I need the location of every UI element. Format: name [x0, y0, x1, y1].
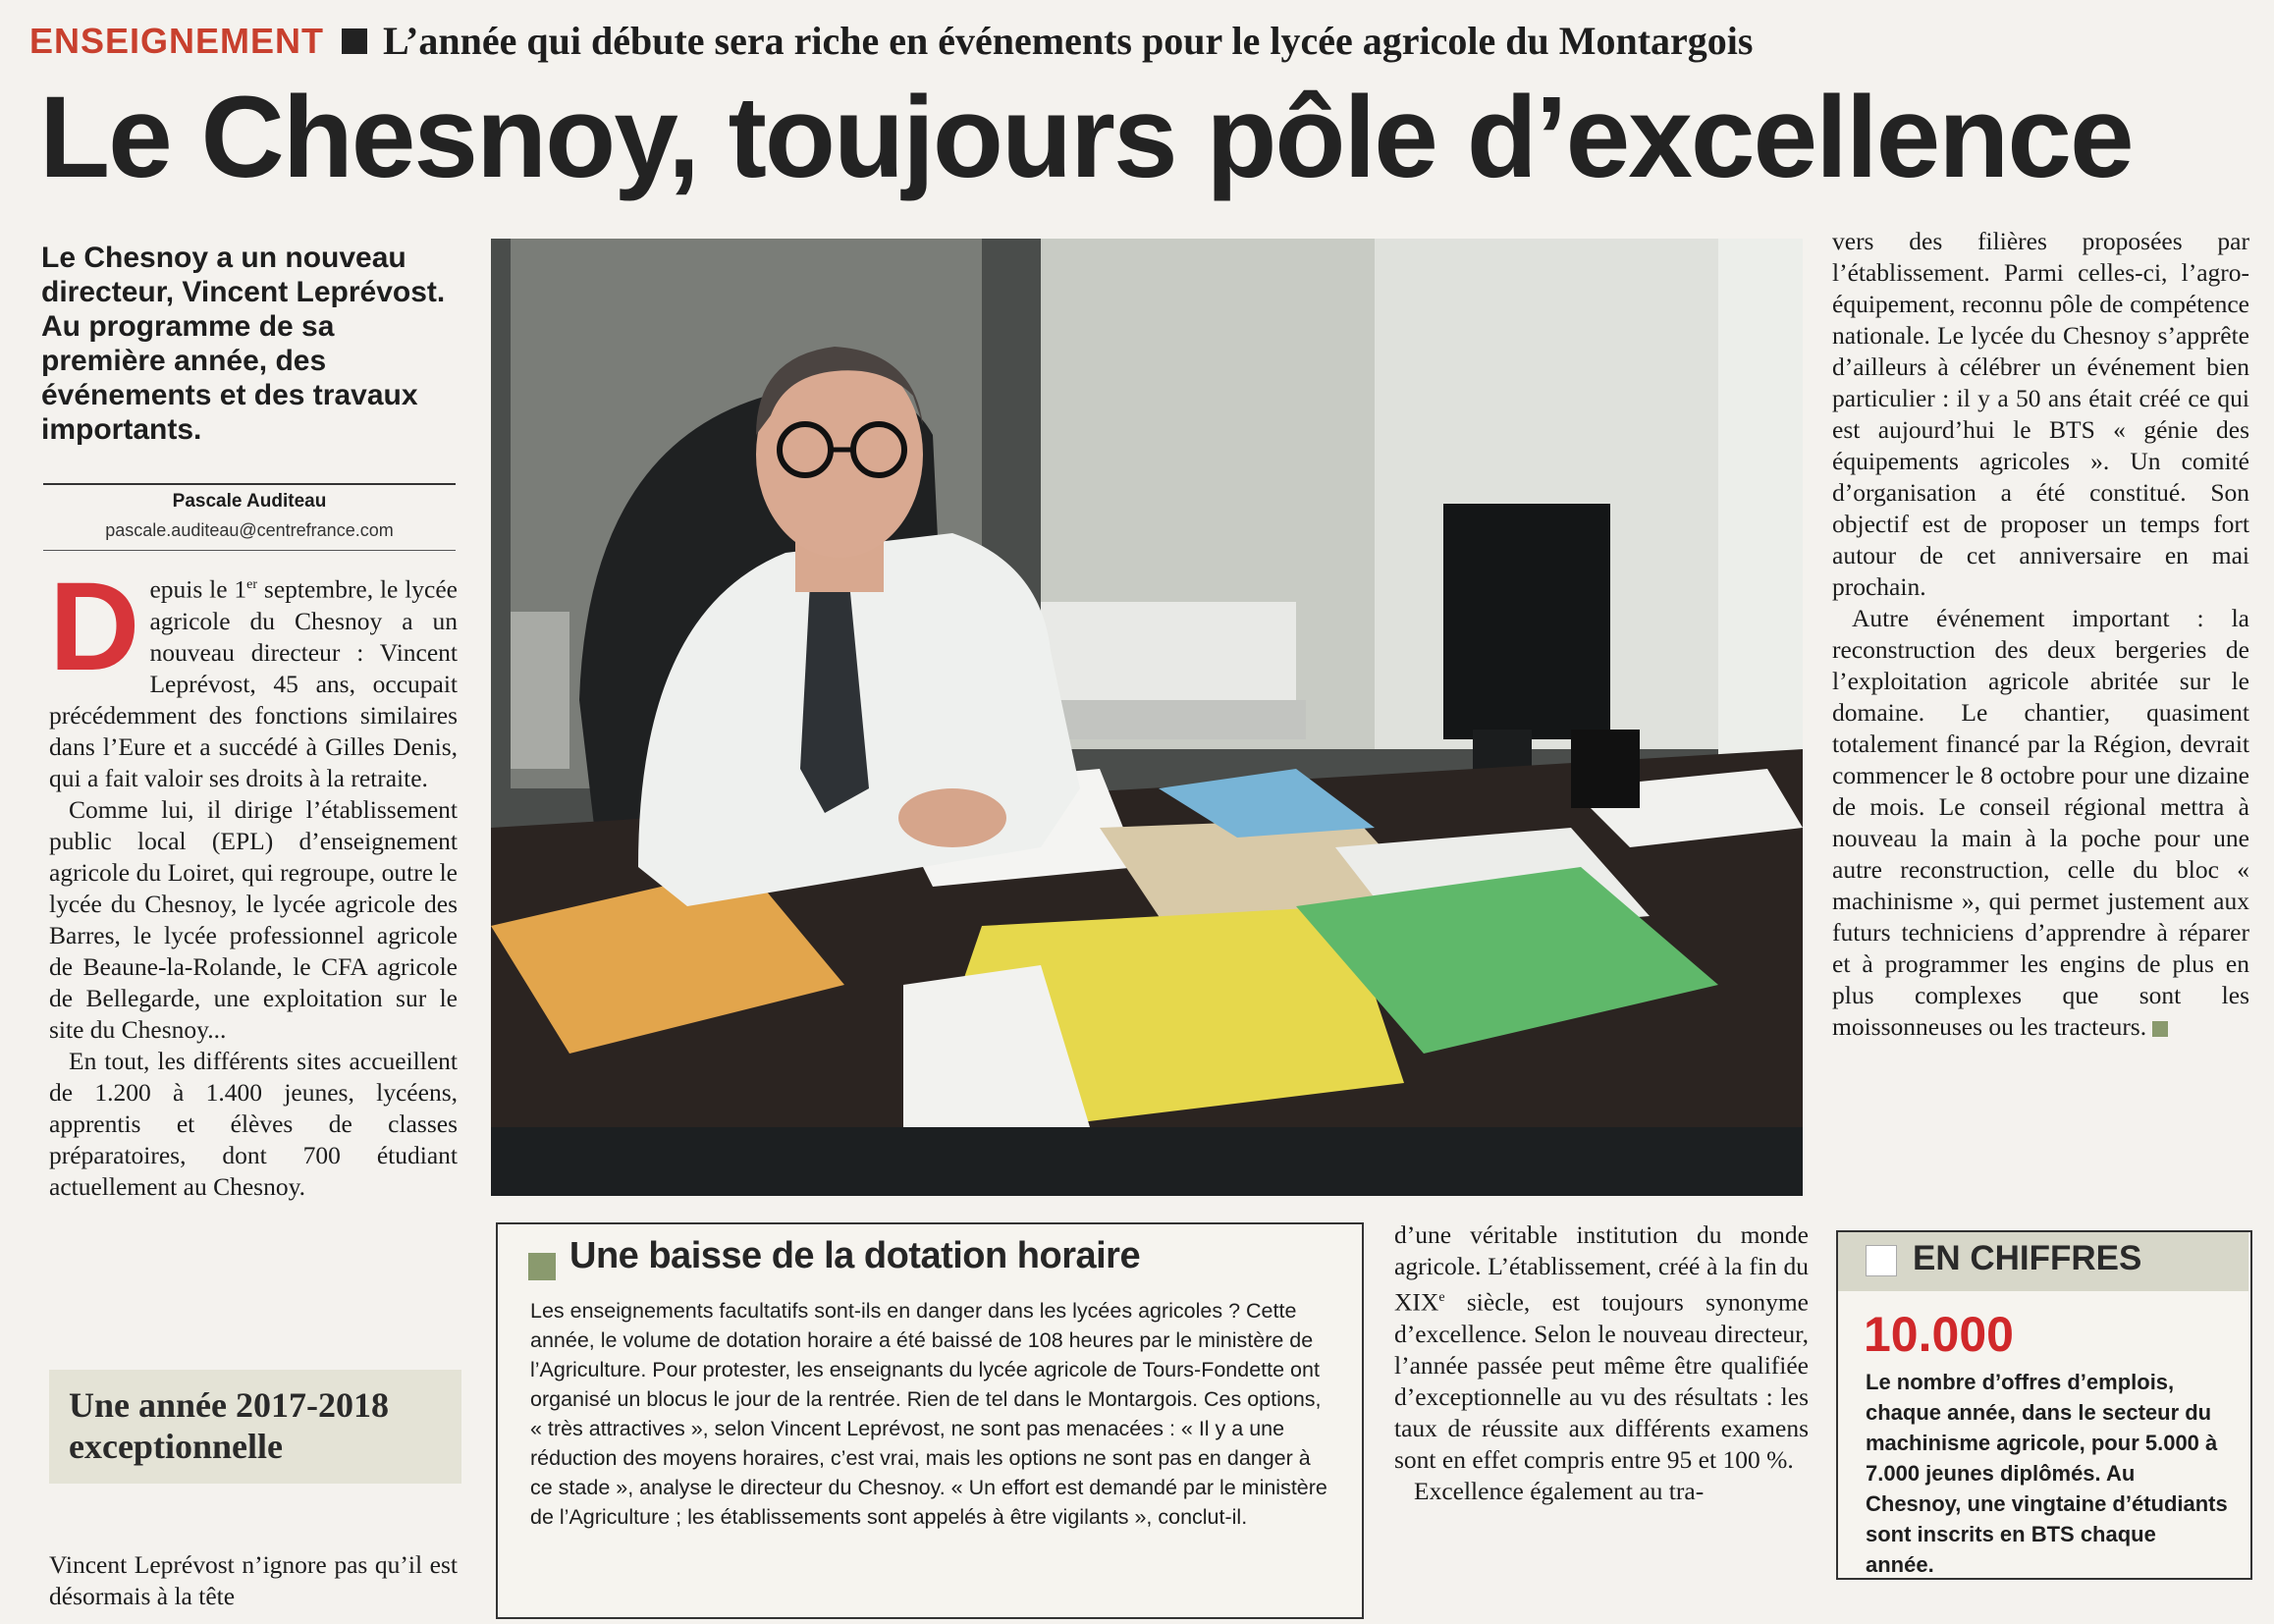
- paragraph-4: Vincent Leprévost n’ignore pas qu’il est désormais à la tête: [49, 1550, 458, 1610]
- ordinal-superscript: er: [246, 577, 258, 592]
- sidebar-title: Une baisse de la dotation horaire: [569, 1235, 1141, 1276]
- paragraph-3: En tout, les différents sites accueillent de 1.200 à 1.400 jeunes, lycéens, apprentis et élèves de classes préparatoires, dont 700 étudiant actuellement au Chesnoy.: [49, 1046, 458, 1201]
- paragraph-1-start: epuis le 1: [149, 574, 247, 604]
- article-headline: Le Chesnoy, toujours pôle d’excellence: [39, 73, 2133, 202]
- key-figure-number: 10.000: [1864, 1307, 2014, 1362]
- sidebar-text: Les enseignements facultatifs sont-ils en danger dans les lycées agricoles ? Cette année, le volume de dotation horaire a été baissé de 108 heures par le ministère de l’Agriculture. Pour protester, les enseignants du lycée agricole de Tours-Fondette ont organisé un blocus le jour de la rentrée. Rien de tel dans le Montargois. Ces options, « très attractives », selon Vincent Leprévost, ne sont pas menacées : « Il y a une réduction des moyens horaires, c’est vrai, mais les options ne sont pas en danger à ce stade », analyse le directeur du Chesnoy. « Un effort est demandé par le ministère de l’Agriculture ; les établissements sont appelés à être vigilants », conclut-il.: [530, 1299, 1327, 1529]
- director-at-desk-photo: [491, 239, 1803, 1127]
- article-lead: Le Chesnoy a un nouveau directeur, Vincent Leprévost. Au programme de sa première année, des événements et des travaux importants.: [41, 242, 446, 446]
- key-figure-text: Le nombre d’offres d’emplois, chaque année, dans le secteur du machinisme agricole, pour 5.000 à 7.000 jeunes diplômés. Au Chesnoy, une vingtaine d’étudiants sont inscrits en BTS chaque année.: [1866, 1370, 2228, 1577]
- paragraph-1-rest: septembre, le lycée agricole du Chesnoy a un nouveau directeur : Vincent Leprévost, 45 ans, occupait précédemment des fonctions similaires dans l’Eure et a succédé à Gilles Denis, qui a fait valoir ses droits à la retraite.: [49, 574, 458, 792]
- article-subhead: Une année 2017-2018 exceptionnelle: [69, 1385, 389, 1466]
- century-superscript: e: [1438, 1290, 1445, 1305]
- square-bullet-icon: [342, 28, 367, 54]
- paragraph-6: Excellence également au tra-: [1414, 1476, 1705, 1505]
- author-email-link[interactable]: pascale.auditeau@centrefrance.com: [105, 520, 394, 540]
- square-bullet-icon: [1866, 1245, 1897, 1276]
- article-photo: [491, 239, 1803, 1196]
- article-column-3: [1394, 1219, 1809, 1507]
- article-kicker: L’année qui débute sera riche en événements pour le lycée agricole du Montargois: [383, 19, 1754, 63]
- paragraph-8: [1832, 603, 2249, 1043]
- header-bar: [29, 18, 2239, 67]
- paragraph-5-rest: siècle, est toujours synonyme d’excellence. Selon le nouveau directeur, l’année passée peut même être qualifiée d’exceptionnelle au vu des résultats : les taux de réussite aux différents examens sont en effet compris entre 95 et 100 %.: [1394, 1287, 1809, 1474]
- paragraph-2: Comme lui, il dirige l’établissement public local (EPL) d’enseignement agricole du Loiret, qui regroupe, outre le lycée du Chesnoy, le lycée agricole des Barres, le lycée professionnel agricole de Beaune-la-Rolande, le CFA agricole de Bellegarde, une exploitation sur le site du Chesnoy...: [49, 794, 458, 1044]
- article-column-4: [1832, 226, 2249, 1043]
- paragraph-1: [49, 557, 458, 794]
- paragraph-8-text: Autre événement important : la reconstruction des deux bergeries de l’exploitation agricole abritée sur le domaine. Le chantier, quasiment totalement financé par la Région, devrait commencer le 8 octobre pour une dizaine de mois. Le conseil régional mettra à nouveau la main à la poche pour une autre reconstruction, celle du bloc « machinisme », qui permet justement aux futurs techniciens d’apprendre à réparer et à programmer les engins de plus en plus complexes que sont les moissonneuses ou les tracteurs.: [1832, 604, 2249, 1041]
- byline-divider: [43, 483, 456, 485]
- paragraph-7: vers des filières proposées par l’établissement. Parmi celles-ci, l’agro-équipement, reconnu pôle de compétence nationale. Le lycée du Chesnoy s’apprête d’ailleurs à célébrer un événement bien particulier : il y a 50 ans était créé ce qui est aujourd’hui le BTS « génie des équipements agricoles ». Un comité d’organisation a été constitué. Son objectif est de proposer un temps fort autour de cet anniversaire en mai prochain.: [1832, 227, 2249, 601]
- author-name: Pascale Auditeau: [172, 491, 327, 512]
- article-column-1: [49, 557, 458, 1203]
- section-rubric: ENSEIGNEMENT: [29, 20, 325, 61]
- key-figures-title: EN CHIFFRES: [1913, 1239, 2142, 1277]
- paragraph-5-start: d’une véritable institution du monde agricole. L’établissement, créé à la fin du XIX: [1394, 1220, 1809, 1317]
- byline-divider-bottom: [43, 550, 456, 551]
- drop-cap: D: [49, 557, 140, 697]
- end-of-article-icon: [2152, 1021, 2168, 1037]
- article-column-1-continued: [49, 1549, 458, 1612]
- square-bullet-icon: [528, 1253, 556, 1280]
- paragraph-5: [1394, 1219, 1809, 1476]
